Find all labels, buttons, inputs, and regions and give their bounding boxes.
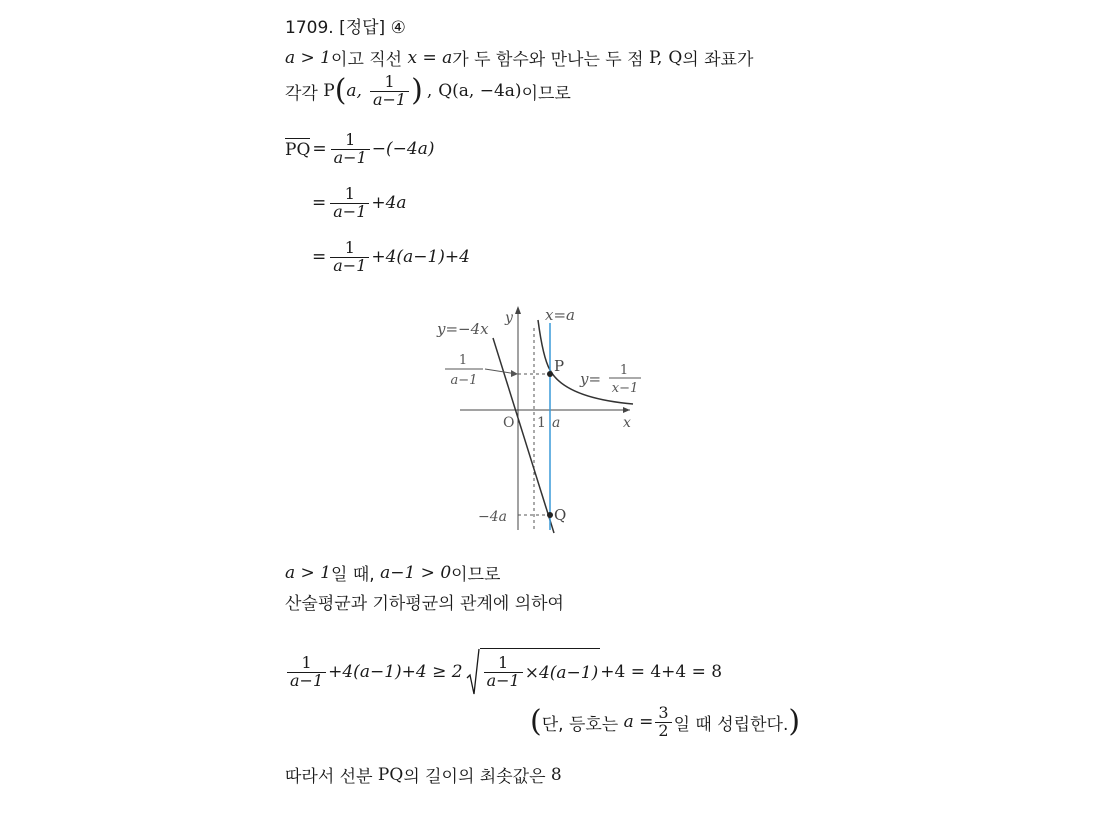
- fraction: [330, 240, 369, 275]
- denominator: a−1: [370, 91, 409, 109]
- fraction: [655, 705, 671, 740]
- equality-condition: [530, 705, 800, 740]
- text: 이고 직선: [331, 50, 408, 70]
- label-frac-den: a−1: [450, 373, 478, 388]
- equation-1: [285, 132, 434, 167]
- function-graph: [425, 298, 665, 538]
- paren-left: (: [530, 704, 542, 740]
- text: 따라서 선분: [285, 767, 378, 787]
- label-tick-1: 1: [537, 415, 546, 431]
- numerator: 1: [384, 72, 395, 91]
- label-point-p: P: [554, 357, 565, 375]
- text: 이므로: [451, 565, 501, 585]
- text: 일 때,: [331, 565, 381, 585]
- text: 각각: [285, 83, 324, 104]
- radicand: [480, 648, 601, 696]
- numerator: 1: [498, 653, 509, 673]
- denominator: a−1: [287, 672, 326, 690]
- comma: ,: [426, 81, 433, 102]
- point-p: P: [323, 81, 335, 102]
- denominator: a−1: [330, 203, 369, 221]
- paren-left: (: [334, 73, 347, 109]
- numerator: 3: [658, 703, 669, 722]
- numerator: 1: [344, 238, 355, 257]
- statement-line-1: [285, 45, 753, 70]
- answer-mark: ④: [390, 18, 406, 38]
- label-tick-a: a: [552, 415, 561, 431]
- text: 의 길이의 최솟값은: [403, 767, 551, 787]
- conclusion-line: [285, 762, 562, 787]
- label-point-q: Q: [554, 506, 567, 524]
- square-root: [466, 648, 601, 696]
- fraction: [331, 132, 370, 167]
- condition: a > 1: [285, 562, 332, 583]
- label-x-axis: x: [623, 415, 631, 431]
- denominator: a−1: [330, 257, 369, 275]
- problem-number: 1709.: [285, 18, 334, 38]
- expression: +4a: [371, 193, 407, 214]
- problem-header: [285, 13, 406, 38]
- segment-pq: PQ: [285, 140, 311, 161]
- x-axis-arrow: [623, 407, 630, 413]
- radical-sign: [466, 648, 480, 696]
- point-q-coords: Q(a, −4a): [438, 81, 522, 102]
- text: 일 때 성립한다.: [673, 714, 789, 735]
- expression: +4(a−1)+4 ≥ 2: [328, 662, 463, 682]
- paren-right: ): [411, 73, 423, 109]
- equals: =: [312, 193, 327, 214]
- statement-line-2: [285, 74, 571, 109]
- min-value: 8: [550, 764, 562, 785]
- paren-right: ): [788, 704, 801, 740]
- result: +4 = 4+4 = 8: [600, 662, 723, 682]
- line-y-neg4x: [493, 338, 554, 533]
- text: 가 두 함수와 만나는 두 점: [452, 50, 649, 70]
- label-curve-num: 1: [619, 363, 629, 378]
- fraction: [370, 74, 409, 109]
- condition-a-gt-1: a > 1: [285, 47, 332, 68]
- label-vline: x=a: [545, 306, 575, 324]
- fraction: [484, 655, 523, 690]
- label-y-axis: y: [505, 310, 513, 326]
- denominator: a−1: [484, 672, 523, 690]
- numerator: 1: [344, 184, 355, 203]
- point-p-dot: [547, 371, 553, 377]
- denominator: a−1: [331, 149, 370, 167]
- denominator: 2: [655, 722, 671, 740]
- point-q-dot: [547, 512, 553, 518]
- label-curve: y=: [580, 370, 602, 388]
- equation-2: [312, 186, 407, 221]
- statement-line-4: 산술평균과 기하평균의 관계에 의하여: [285, 594, 564, 614]
- segment-pq: PQ: [377, 764, 404, 785]
- expression: −(−4a): [371, 139, 435, 160]
- equals: =: [312, 247, 327, 268]
- statement-line-3: [285, 560, 500, 585]
- expression: ×4(a−1): [524, 662, 599, 683]
- numerator: 1: [301, 652, 312, 672]
- equation: a =: [623, 712, 654, 733]
- condition-2: a−1 > 0: [380, 562, 452, 583]
- label-neg4a: −4a: [478, 509, 507, 525]
- fraction: [287, 652, 326, 690]
- answer-label: [정답]: [339, 18, 386, 38]
- label-frac-num: 1: [458, 353, 468, 368]
- fraction: [330, 186, 369, 221]
- line-equation: x = a: [407, 47, 453, 68]
- point-q: Q: [668, 47, 683, 68]
- pointer-arrow: [511, 370, 518, 377]
- label-curve-den: x−1: [611, 381, 639, 396]
- equals: =: [312, 139, 327, 160]
- text: 이므로: [521, 83, 571, 104]
- equation-3: [312, 240, 470, 275]
- coord-a: a,: [346, 81, 362, 102]
- numerator: 1: [345, 130, 356, 149]
- point-p: P,: [648, 47, 663, 68]
- text: 의 좌표가: [682, 50, 754, 70]
- am-gm-inequality: [285, 648, 722, 696]
- label-line-eq: y=−4x: [437, 320, 489, 338]
- expression: +4(a−1)+4: [371, 247, 470, 268]
- text: 단, 등호는: [541, 714, 624, 735]
- y-axis-arrow: [515, 306, 521, 314]
- label-origin: O: [503, 415, 515, 431]
